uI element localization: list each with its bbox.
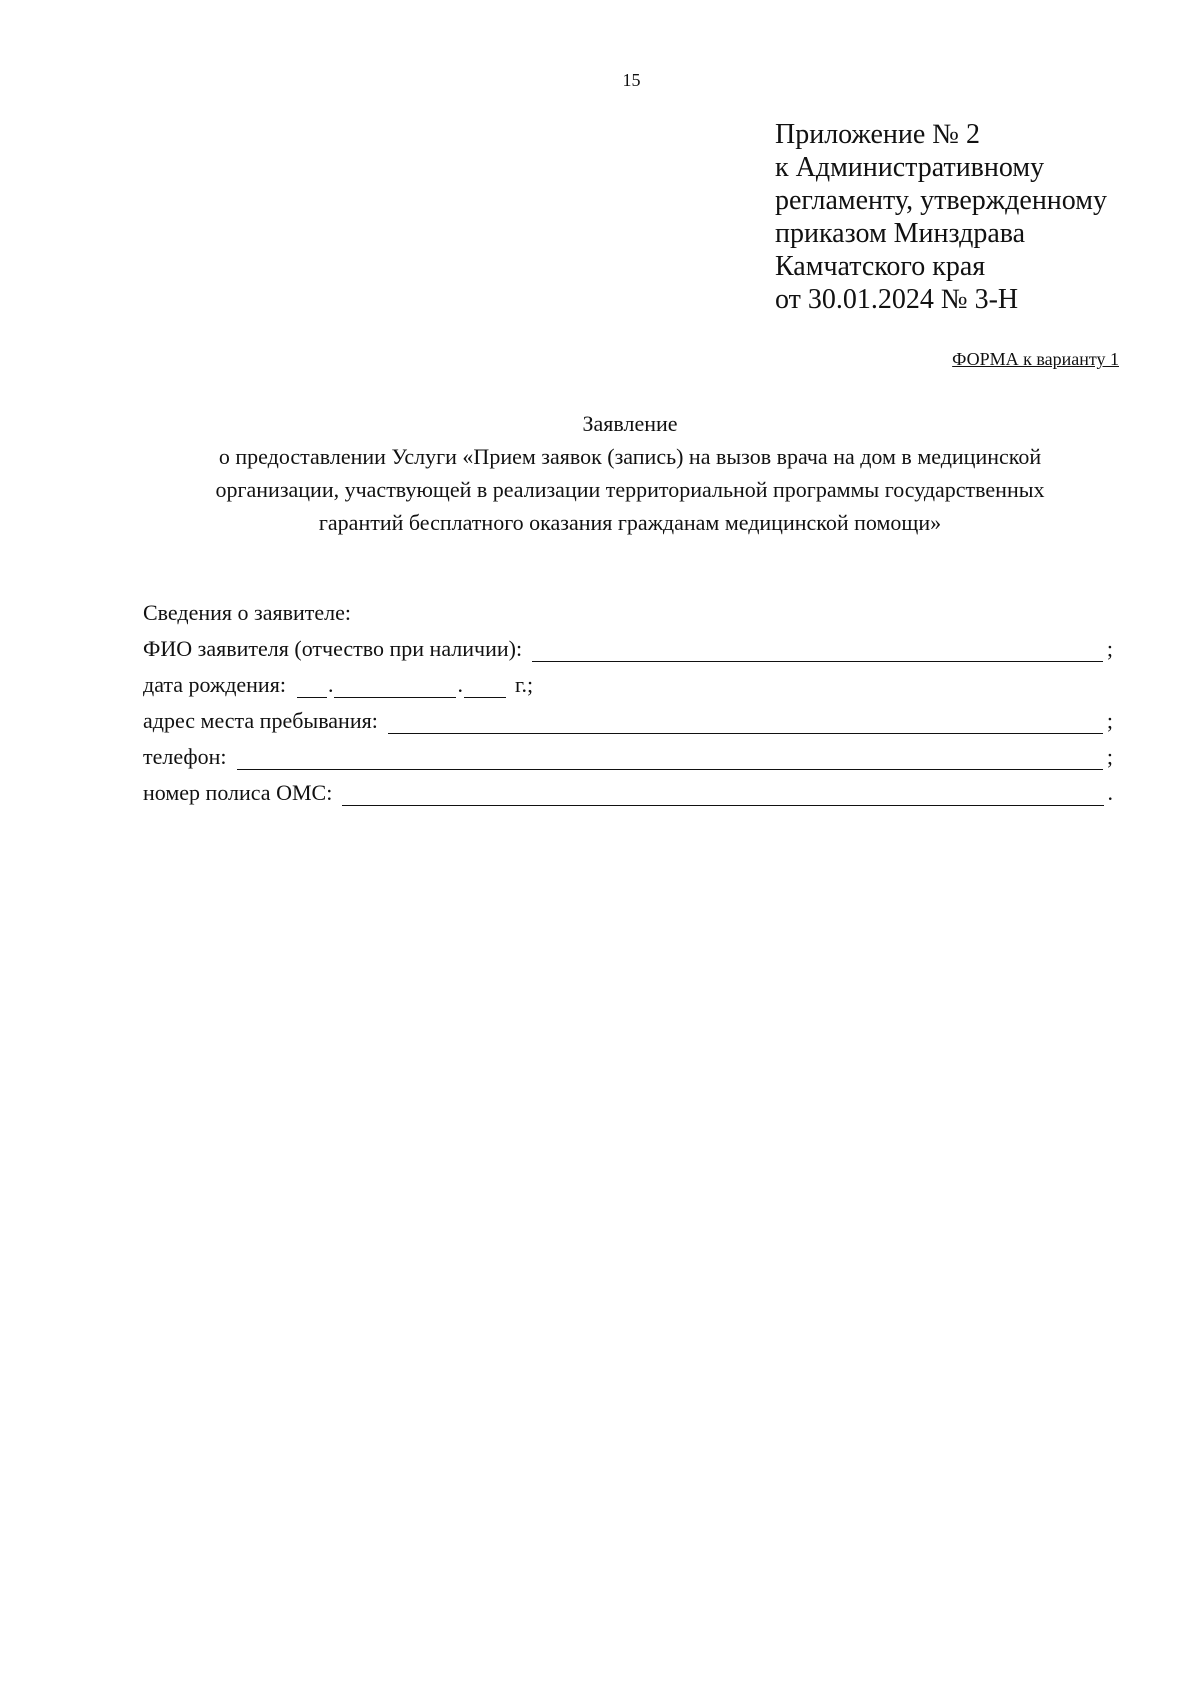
phone-end: ; bbox=[1106, 744, 1113, 769]
title-heading: Заявление bbox=[582, 411, 678, 436]
document-title bbox=[130, 407, 1130, 539]
appendix-line: к Административному bbox=[775, 152, 1045, 183]
policy-row bbox=[143, 770, 1113, 806]
appendix-line: Камчатского края bbox=[775, 251, 986, 282]
page-number: 15 bbox=[622, 70, 641, 90]
form-variant-label: ФОРМА к варианту 1 bbox=[952, 349, 1119, 369]
dob-month-field[interactable] bbox=[334, 677, 456, 698]
title-line: о предоставлении Услуги «Прием заявок (запись) на вызов врача на дом в медицинской bbox=[218, 444, 1042, 469]
fio-label: ФИО заявителя (отчество при наличии): bbox=[143, 636, 523, 661]
policy-field[interactable] bbox=[342, 785, 1103, 806]
fio-end: ; bbox=[1106, 636, 1113, 661]
dob-label: дата рождения: bbox=[143, 672, 286, 697]
dob-separator: . bbox=[327, 672, 334, 697]
fio-field[interactable] bbox=[532, 641, 1103, 662]
appendix-line: регламенту, утвержденному bbox=[775, 185, 1107, 216]
title-line: гарантий бесплатного оказания гражданам медицинской помощи» bbox=[318, 510, 942, 535]
appendix-line: от 30.01.2024 № 3-Н bbox=[775, 284, 1019, 315]
address-field[interactable] bbox=[388, 713, 1103, 734]
appendix-line: приказом Минздрава bbox=[775, 218, 1026, 249]
address-row bbox=[143, 698, 1113, 734]
dob-separator: . bbox=[457, 672, 463, 697]
applicant-form bbox=[143, 590, 1113, 806]
address-label: адрес места пребывания: bbox=[143, 708, 378, 733]
appendix-block bbox=[775, 118, 1107, 316]
fio-row bbox=[143, 626, 1113, 662]
dob-suffix: г.; bbox=[514, 672, 534, 697]
section-label: Сведения о заявителе: bbox=[143, 600, 352, 625]
address-end: ; bbox=[1106, 708, 1113, 733]
title-line: организации, участвующей в реализации территориальной программы государственных bbox=[215, 477, 1045, 502]
policy-label: номер полиса ОМС: bbox=[143, 780, 333, 805]
dob-row bbox=[143, 662, 1113, 698]
dob-day-field[interactable] bbox=[297, 677, 327, 698]
section-label-row bbox=[143, 590, 1113, 626]
phone-label: телефон: bbox=[143, 744, 227, 769]
policy-end: . bbox=[1107, 780, 1113, 805]
phone-field[interactable] bbox=[237, 749, 1103, 770]
phone-row bbox=[143, 734, 1113, 770]
appendix-line: Приложение № 2 bbox=[775, 119, 980, 150]
dob-year-field[interactable] bbox=[464, 677, 506, 698]
